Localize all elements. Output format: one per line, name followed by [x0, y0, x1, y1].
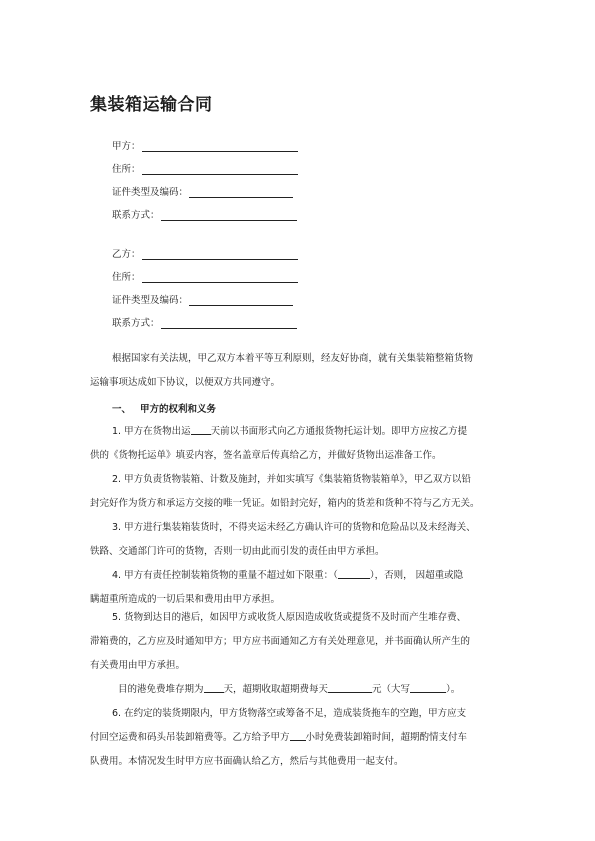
clause-text: 4. 甲方有责任控制装箱货物的重量不超过如下限重：（ — [112, 570, 338, 581]
clause-1 — [90, 420, 506, 468]
document-title: 集装箱运输合同 — [90, 95, 213, 115]
clause-1-line-2: 供的《货物托运单》填妥内容，签名盖章后传真给乙方，并做好货物出运准备工作。 — [90, 450, 442, 461]
party-b-address-blank[interactable] — [142, 272, 298, 283]
clause-2-line-1: 2. 甲方负责货物装箱、计数及施封，并如实填写《集装箱货物装箱单》，甲乙双方以铅 — [112, 474, 471, 485]
weight-limit-blank[interactable] — [338, 568, 370, 579]
section-heading — [112, 401, 216, 415]
party-b-contact-field — [112, 315, 297, 329]
party-b-name-label: 乙方： — [112, 249, 141, 260]
overdue-fee-blank[interactable] — [328, 682, 372, 693]
clause-text: 天，超期收取超期费每天 — [223, 684, 329, 695]
clause-5b — [90, 678, 506, 702]
party-b-name-blank[interactable] — [142, 249, 298, 260]
fee-in-words-blank[interactable] — [410, 682, 446, 693]
party-a-address-label: 住所： — [112, 164, 141, 175]
clause-text: 付回空运费和码头吊装卸箱费等。乙方给予甲方 — [90, 732, 290, 743]
clause-1-line-1 — [90, 420, 506, 444]
party-b-id-label: 证件类型及编码： — [112, 295, 189, 306]
party-a-name-field — [112, 138, 298, 152]
clause-5-line-1: 5. 货物到达目的港后，如因甲方或收货人原因造成收货或提货不及时而产生堆存费、 — [112, 612, 467, 623]
intro-paragraph — [90, 347, 506, 395]
intro-line: 运输事项达成如下协议，以便双方共同遵守。 — [90, 377, 281, 388]
clause-2 — [90, 468, 506, 516]
clause-3-line-2: 铁路、交通部门许可的货物，否则一切由此而引发的责任由甲方承担。 — [90, 546, 385, 557]
party-a-contact-field — [112, 207, 297, 221]
party-b-name-field — [112, 246, 298, 260]
clause-text: 天前以书面形式向乙方通报货物托运计划。即甲方应按乙方提 — [210, 426, 468, 437]
days-before-blank[interactable] — [191, 424, 211, 435]
free-storage-days-blank[interactable] — [204, 682, 224, 693]
clause-text: 小时免费装卸箱时间，超期酌情支付车 — [305, 732, 468, 743]
party-a-contact-label: 联系方式： — [112, 210, 160, 221]
clause-4-line-1 — [90, 564, 506, 588]
party-b-contact-label: 联系方式： — [112, 318, 160, 329]
party-b-id-field — [112, 292, 293, 306]
party-a-name-label: 甲方： — [112, 141, 141, 152]
clause-3-line-1: 3. 甲方进行集装箱装货时，不得夹运未经乙方确认许可的货物和危险品以及未经海关、 — [112, 522, 476, 533]
intro-line: 根据国家有关法规，甲乙双方本着平等互利原则，经友好协商，就有关集装箱整箱货物 — [112, 353, 474, 364]
clause-5b-line — [90, 678, 506, 702]
party-a-address-field — [112, 161, 298, 175]
section-number: 一、 — [112, 404, 132, 415]
clause-4 — [90, 564, 506, 612]
clause-6-line-1: 6. 在约定的装货期限内，甲方货物落空或筹备不足，造成装货拖车的空跑，甲方应支 — [112, 708, 467, 719]
clause-4-line-2: 瞒超重所造成的一切后果和费用由甲方承担。 — [90, 594, 281, 605]
clause-3 — [90, 516, 506, 564]
party-b-address-label: 住所： — [112, 272, 141, 283]
clause-6-line-2 — [90, 726, 506, 750]
party-b-address-field — [112, 269, 298, 283]
free-hours-blank[interactable] — [290, 730, 306, 741]
clause-6-line-3: 队费用。本情况发生时甲方应书面确认给乙方，然后与其他费用一起支付。 — [90, 756, 404, 767]
clause-5-line-3: 有关费用由甲方承担。 — [90, 660, 186, 671]
clause-text: 元（大写 — [372, 684, 411, 695]
clause-5-line-2: 滞箱费的，乙方应及时通知甲方；甲方应书面通知乙方有关处理意见，并书面确认所产生的 — [90, 636, 471, 647]
party-a-id-field — [112, 184, 293, 198]
clause-text: ），否则， 因超重或隐 — [369, 570, 464, 581]
party-a-address-blank[interactable] — [142, 164, 298, 175]
section-title: 甲方的权利和义务 — [140, 404, 217, 415]
party-a-contact-blank[interactable] — [161, 210, 297, 221]
clause-text: 1. 甲方在货物出运 — [112, 426, 191, 437]
clause-2-line-2: 封完好作为货方和承运方交接的唯一凭证。如铅封完好，箱内的货差和货种不符与乙方无关。 — [90, 498, 480, 509]
party-a-name-blank[interactable] — [142, 141, 298, 152]
clause-text: 目的港免费堆存期为 — [118, 684, 204, 695]
clause-6 — [90, 702, 506, 774]
party-b-contact-blank[interactable] — [161, 318, 297, 329]
party-a-id-label: 证件类型及编码： — [112, 187, 189, 198]
clause-5 — [90, 606, 506, 678]
party-a-id-blank[interactable] — [189, 187, 293, 198]
clause-text: ）。 — [446, 684, 461, 695]
party-b-id-blank[interactable] — [189, 295, 293, 306]
